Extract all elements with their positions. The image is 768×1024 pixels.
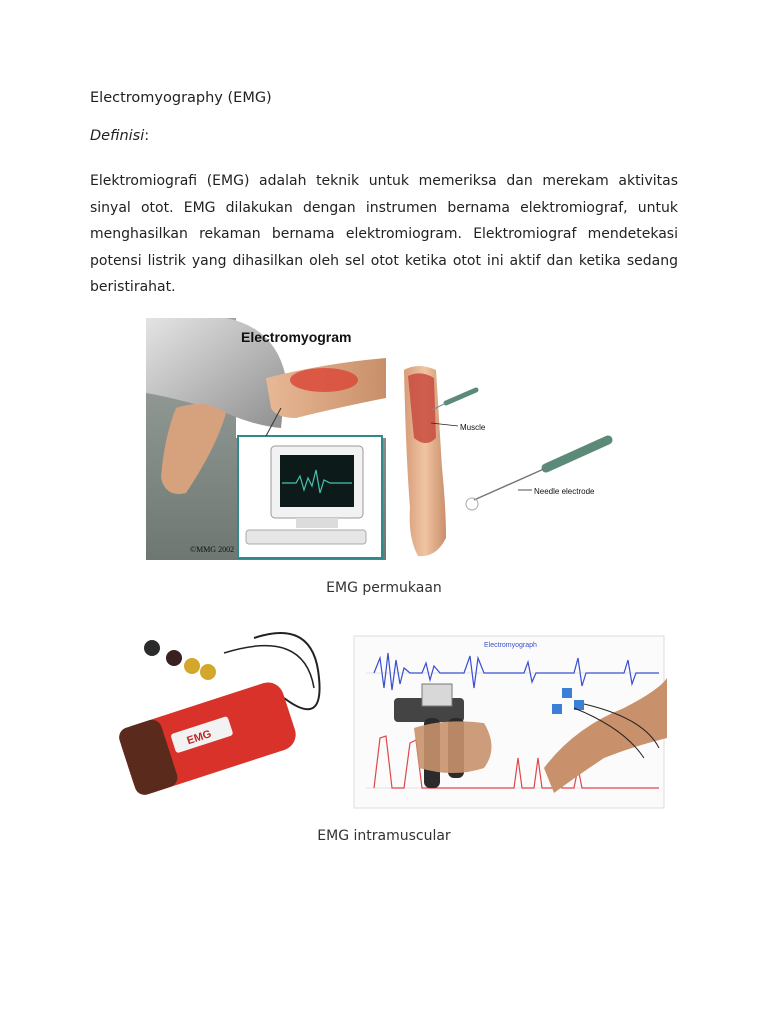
definition-colon: : <box>144 128 150 144</box>
emg-intramuscular-illustration <box>104 618 667 810</box>
electrode-yellow-2 <box>200 664 216 680</box>
highlighted-muscle <box>290 368 358 392</box>
device-label: EMG <box>185 728 213 748</box>
muscle-label: Muscle <box>460 423 486 432</box>
emg-surface-image <box>146 318 679 560</box>
monitor-screen <box>280 455 354 507</box>
graph-title: Electromyograph <box>484 642 537 649</box>
definition-paragraph: Elektromiografi (EMG) adalah teknik untuk memeriksa dan merekam aktivitas sinyal otot. EMG dilakukan dengan instrumen bernama elektromiograf, untuk menghasilkan rekaman bernama elektromiogram. Elektromiograf mendetekasi potensi listrik yang dihasilkan oleh sel otot ketika otot ini aktif dan ketika sedang beristirahat. <box>90 173 678 295</box>
electrode-dark <box>166 650 182 666</box>
definition-heading <box>90 128 149 144</box>
monitor-stand <box>296 518 338 528</box>
figure-title: Electromyogram <box>241 329 352 345</box>
sensor-1 <box>562 688 572 698</box>
grip-device-display <box>422 684 452 706</box>
electrode-black <box>144 640 160 656</box>
caption-intramuscular-emg: EMG intramuscular <box>317 828 451 844</box>
figure-copyright: ©MMG 2002 <box>190 545 235 554</box>
sensor-3 <box>552 704 562 714</box>
document-title: Electromyography (EMG) <box>90 90 272 106</box>
keyboard <box>246 530 366 544</box>
hand <box>414 721 492 773</box>
emg-intramuscular-image <box>104 618 667 810</box>
definition-label: Definisi <box>90 128 145 144</box>
caption-surface-emg: EMG permukaan <box>326 580 442 596</box>
emg-surface-illustration <box>146 318 679 560</box>
electrode-yellow <box>184 658 200 674</box>
needle-label: Needle electrode <box>534 487 595 496</box>
